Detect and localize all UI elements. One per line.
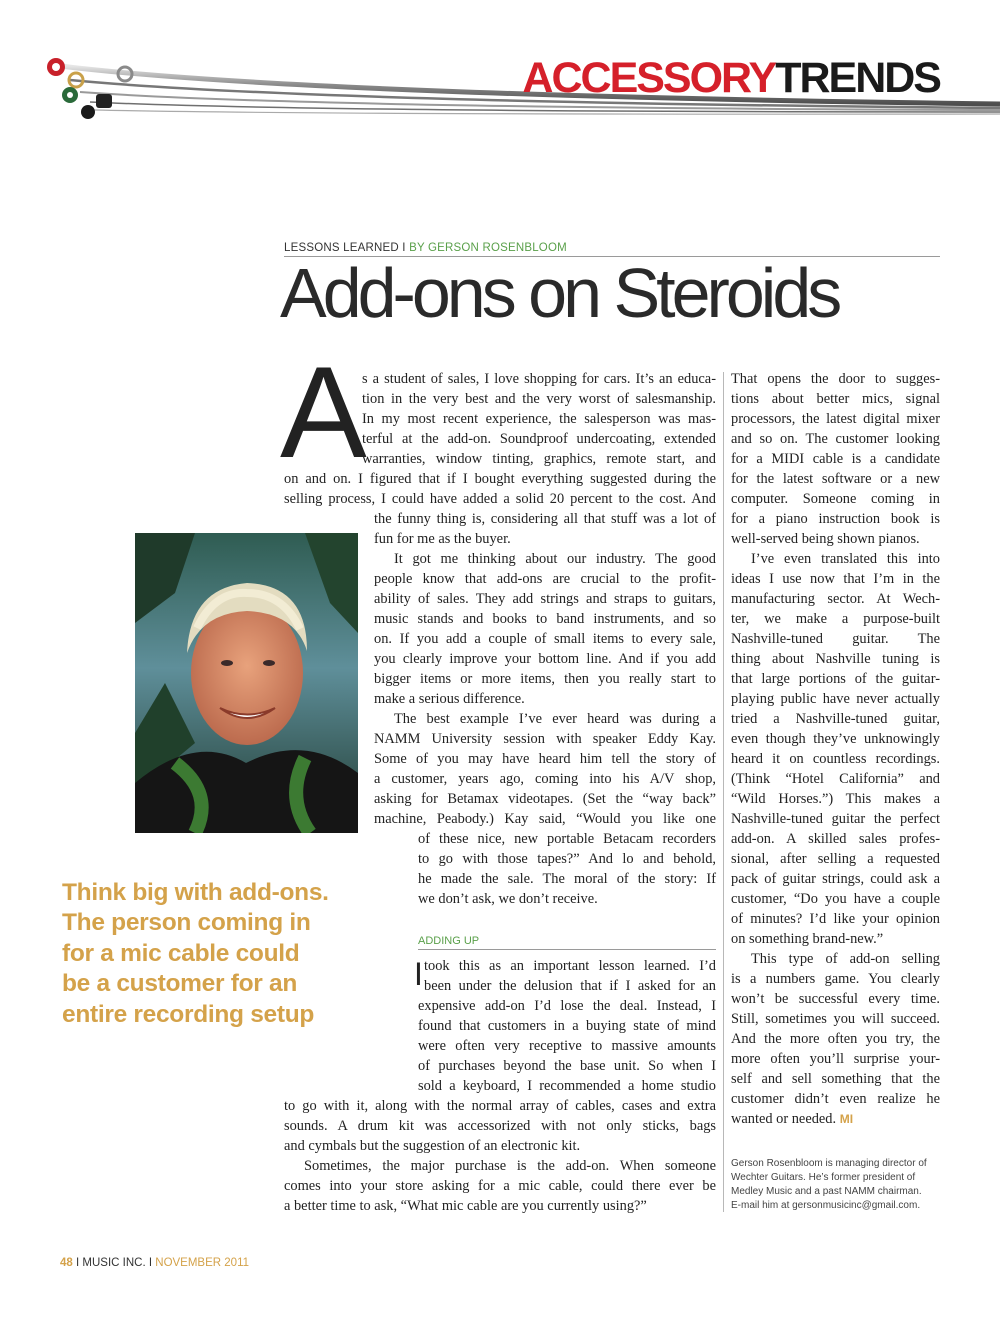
pull-quote [62,878,392,1030]
text-line: been under the delusion that if I asked for an [424,978,716,994]
text-line: on. If you add a couple of small items to every sale, [374,631,716,647]
footer-separator: I [148,1257,153,1269]
author-email-line: E-mail him at gersonmusicinc@gmail.com. [731,1200,921,1211]
text-line: sold a keyboard, I recommended a home studio [418,1078,716,1094]
text-line: a better time to ask, “What mic cable are you currently using?” [284,1198,647,1214]
issue-date: NOVEMBER 2011 [155,1257,250,1269]
text-line: thing about Nashville tuning is [731,651,940,667]
text-line: customer didn’t even realize he [731,1091,940,1107]
text-line: sounds. A drum kit was accessorized with not only sticks, bags [284,1118,716,1134]
text-line: In my most recent experience, the salesperson was mas- [362,411,716,427]
author-photo [135,533,358,833]
pull-quote-line: Think big with add-ons. [62,879,329,906]
page-footer [60,1256,249,1270]
text-line: ability of sales. They add strings and straps to guitars, [374,591,716,607]
pull-quote-line: The person coming in [62,909,311,937]
text-line: we don’t ask, we don’t receive. [418,891,598,907]
department-title [522,54,940,102]
text-line: were often very receptive to massive amounts [418,1038,716,1054]
text-line: terful at the add-on. Soundproof undercoating, extended [362,431,716,447]
text-line: ter, we make a purpose-built [731,611,940,627]
text-line: of minutes? I’d like your opinion [731,911,940,927]
text-line: It got me thinking about our industry. The good [394,551,716,567]
publication-name: MUSIC INC. [82,1257,146,1269]
text-line: on something brand-new.” [731,931,884,947]
footer-separator: I [76,1257,80,1269]
text-line: for a MIDI cable is a candidate [731,451,940,467]
text-line: well-served being shown pianos. [731,531,920,547]
text-line: to go with it, along with the normal array of cables, cases and extra [284,1098,716,1114]
text-line: tried a Nashville-tuned guitar, [731,711,940,727]
text-line: wanted or needed. MI [731,1111,854,1127]
section-label: LESSONS LEARNED [284,242,399,254]
pull-quote-line: entire recording setup [62,1000,315,1028]
text-line: playing public have never actually [731,691,940,707]
text-line: on and on. I figured that if I bought everything suggested during the [284,471,716,487]
author-bio-line: Wechter Guitars. He’s former president of [731,1172,916,1183]
text-line: fun for me as the buyer. [374,531,511,547]
text-line: comes into your store asking for a mic cable, could there ever be [284,1178,716,1194]
end-of-article-mark: MI [839,1112,854,1126]
drop-cap-i: I [414,956,423,992]
text-line: sional, after selling a requested [731,851,940,867]
text-line: The best example I’ve ever heard was during a [394,711,716,727]
text-line: processors, the latest digital mixer [731,411,940,427]
text-line: more often you’ll surprise your- [731,1051,940,1067]
text-line: warranties, window tinting, graphics, remote start, and [362,451,716,467]
text-line: he made the sale. The moral of the story: If [418,871,716,887]
text-line: “Wild Horses.”) This makes a [731,791,940,807]
text-line: took this as an important lesson learned. I’d [424,958,716,974]
text-line: NAMM University session with speaker Eddy Kay. [374,731,716,747]
text-line: Still, sometimes you will succeed. [731,1011,940,1027]
text-line: heard it on countless recordings. [731,751,940,767]
text-line: of these nice, new portable Betacam recorders [418,831,716,847]
text-line: That opens the door to sugges- [731,371,940,387]
text-line: ideas I use now that I’m in the [731,571,940,587]
text-line: s a student of sales, I love shopping for cars. It’s an educa- [362,371,716,387]
text-line: Nashville-tuned guitar. The [731,631,940,647]
text-line: pack of guitar strings, could ask a [731,871,940,887]
text-line: the funny thing is, considering all that stuff was a lot of [374,511,716,527]
text-line: of purchases beyond the base unit. So when I [418,1058,716,1074]
text-line: I’ve even translated this into [751,551,940,567]
text-line: you clearly improve your bottom line. And if you add [374,651,716,667]
text-line: selling process, I could have added a solid 20 percent to the cost. And [284,491,716,507]
department-title-accent: ACCESSORY [522,54,776,102]
text-line: for a piano instruction book is [731,511,940,527]
text-line: add-on. A skilled sales profes- [731,831,940,847]
text-line: self and sell something that the [731,1071,940,1087]
text-line: computer. Someone coming in [731,491,940,507]
pull-quote-line: for a mic cable could [62,939,300,967]
text-line: customer, “Do you have a couple [731,891,940,907]
text-line: and cymbals but the suggestion of an electronic kit. [284,1138,581,1154]
text-line: And the more often you try, the [731,1031,940,1047]
text-line: machine, Peabody.) Kay said, “Would you like one [374,811,716,827]
author-bio-line: Gerson Rosenbloom is managing director of [731,1158,927,1169]
author-byline: BY GERSON ROSENBLOOM [409,242,567,254]
text-line: is a numbers game. You clearly [731,971,940,987]
text-line: and so on. The customer looking [731,431,940,447]
text-line: music stands and books to band instruments, and so [374,611,716,627]
text-line: won’t be successful every time. [731,991,940,1007]
text-line: Sometimes, the major purchase is the add-on. When someone [304,1158,716,1174]
text-line: even though they’ve unknowingly [731,731,940,747]
string-ball-end-black [96,94,112,108]
drop-cap: A [280,339,367,485]
text-line: make a serious difference. [374,691,525,707]
text-line: that large portions of the guitar- [731,671,940,687]
text-line: a customer, years ago, coming into his A/V shop, [374,771,716,787]
text-line: tions about better mics, signal [731,391,940,407]
text-line: to go with those tapes?” And lo and behold, [418,851,716,867]
page-number: 48 [60,1257,73,1269]
text-line: people know that add-ons are crucial to the profit- [374,571,716,587]
text-line: expensive add-on I’d lose the deal. Instead, I [418,998,716,1014]
subhead-adding-up: ADDING UP [418,934,716,950]
text-line: tion in the very best and the very worst of salesmanship. [362,391,716,407]
text-line: for the latest software or a new [731,471,940,487]
column-rule [723,372,724,1212]
text-line: asking for Betamax videotapes. (Set the “way back” [374,791,716,807]
text-line: manufacturing sector. At Wech- [731,591,940,607]
text-line: found that customers in a buying state of mind [418,1018,716,1034]
text-line: (Think “Hotel California” and [731,771,940,787]
text-line: bigger items or more items, then you really start to [374,671,716,687]
author-bio-line: Medley Music and a past NAMM chairman. [731,1186,922,1197]
text-line: This type of add-on selling [751,951,940,967]
byline-separator: I [402,242,406,254]
department-title-main: TRENDS [775,54,940,102]
article-headline: Add-ons on Steroids [280,254,839,332]
pull-quote-line: be a customer for an [62,970,297,998]
text-line: Nashville-tuned guitar the perfect [731,811,940,827]
text-line: Some of you may have heard him tell the story of [374,751,716,767]
